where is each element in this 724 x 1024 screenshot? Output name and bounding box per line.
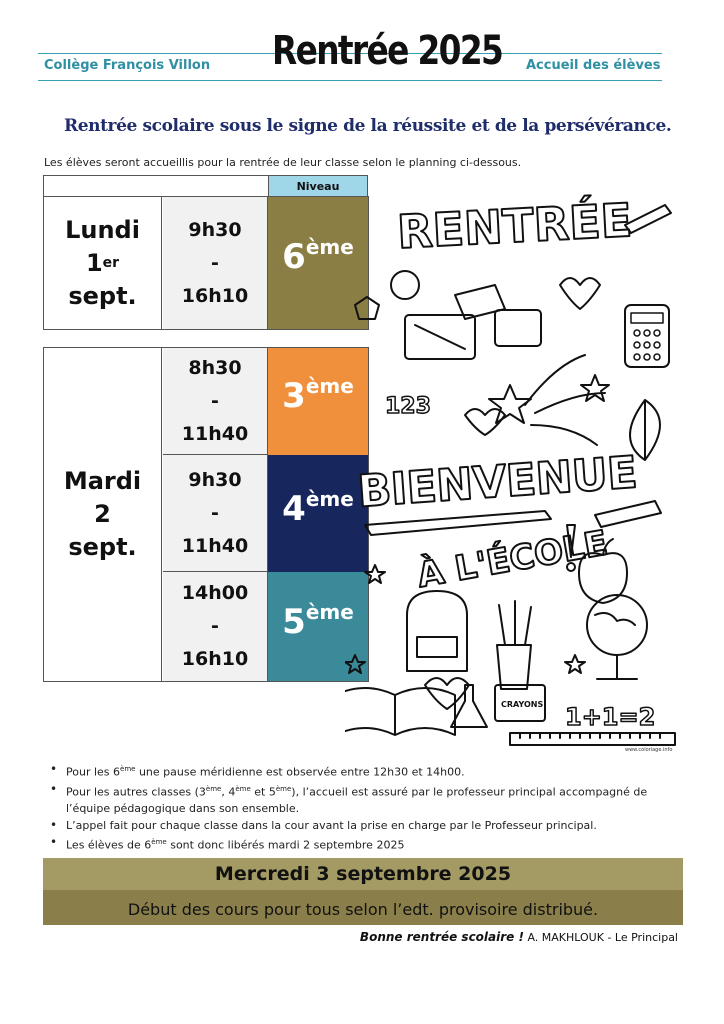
banner-date: Mercredi 3 septembre 2025 — [43, 858, 683, 890]
list-item: • Pour les 6ème une pause méridienne est observée entre 12h30 et 14h00. — [48, 761, 668, 781]
slot-time: 9h30 - 11h40 — [163, 455, 268, 572]
list-item: • Pour les autres classes (3ème, 4ème et 5ème), l’accueil est assuré par le professeur principal accompagné de l’équipe pédagogique dans son ensemble. — [48, 781, 668, 818]
day1-line3: sept. — [68, 281, 137, 310]
level-3: 3ème — [268, 348, 368, 455]
banner-text: Début des cours pour tous selon l’edt. provisoire distribué. — [127, 900, 599, 919]
slot-time: 8h30 - 11h40 — [163, 348, 268, 455]
signature-greeting: Bonne rentrée scolaire ! — [359, 930, 524, 944]
list-item: • Les élèves de 6ème sont donc libérés mardi 2 septembre 2025 — [48, 834, 668, 854]
svg-text:CRAYONS: CRAYONS — [501, 700, 544, 709]
rentree-coloring-illustration — [345, 185, 687, 755]
signature-name: A. MAKHLOUK — [523, 931, 604, 944]
level-6: 6ème — [268, 197, 368, 329]
svg-text:RENTRÉE: RENTRÉE — [395, 192, 634, 260]
header-line-bottom — [38, 80, 662, 81]
svg-text:1+1=2: 1+1=2 — [565, 703, 656, 731]
day1-line2: 1er — [85, 248, 120, 277]
start-of-classes-banner — [43, 858, 683, 925]
signature-role: - Le Principal — [603, 931, 678, 944]
svg-text:À L'ÉCOLE: À L'ÉCOLE — [414, 523, 611, 596]
svg-text:www.coloriage.info: www.coloriage.info — [625, 747, 673, 753]
page-title: Rentrée 2025 — [272, 28, 503, 74]
level-4: 4ème — [268, 455, 368, 572]
intro-text: Les élèves seront accueillis pour la rentrée de leur classe selon le planning ci-dessous. — [44, 156, 522, 169]
svg-text:123: 123 — [385, 394, 431, 419]
svg-text:BIENVENUE: BIENVENUE — [356, 447, 639, 518]
school-name: Collège François Villon — [44, 58, 211, 73]
table-header-blank — [43, 175, 269, 197]
list-item: • L’appel fait pour chaque classe dans la cour avant la prise en charge par le Professeur principal. — [48, 817, 668, 834]
day2-line2: 2 — [94, 500, 111, 528]
day1-line1: Lundi — [65, 215, 140, 244]
day2-label — [44, 348, 162, 681]
day2-line3: sept. — [68, 533, 137, 561]
slot-time: 9h30 - 16h10 — [163, 197, 268, 329]
niveau-header: Niveau — [268, 175, 368, 197]
subtitle: Rentrée scolaire sous le signe de la réussite et de la persévérance. — [64, 116, 672, 136]
day2-line1: Mardi — [63, 467, 142, 495]
day1-label — [44, 197, 162, 329]
slot-time: 14h00 - 16h10 — [163, 572, 268, 681]
signature — [360, 930, 678, 944]
info-list — [48, 761, 668, 854]
level-5: 5ème — [268, 572, 368, 681]
header-right-label: Accueil des élèves — [526, 58, 661, 73]
